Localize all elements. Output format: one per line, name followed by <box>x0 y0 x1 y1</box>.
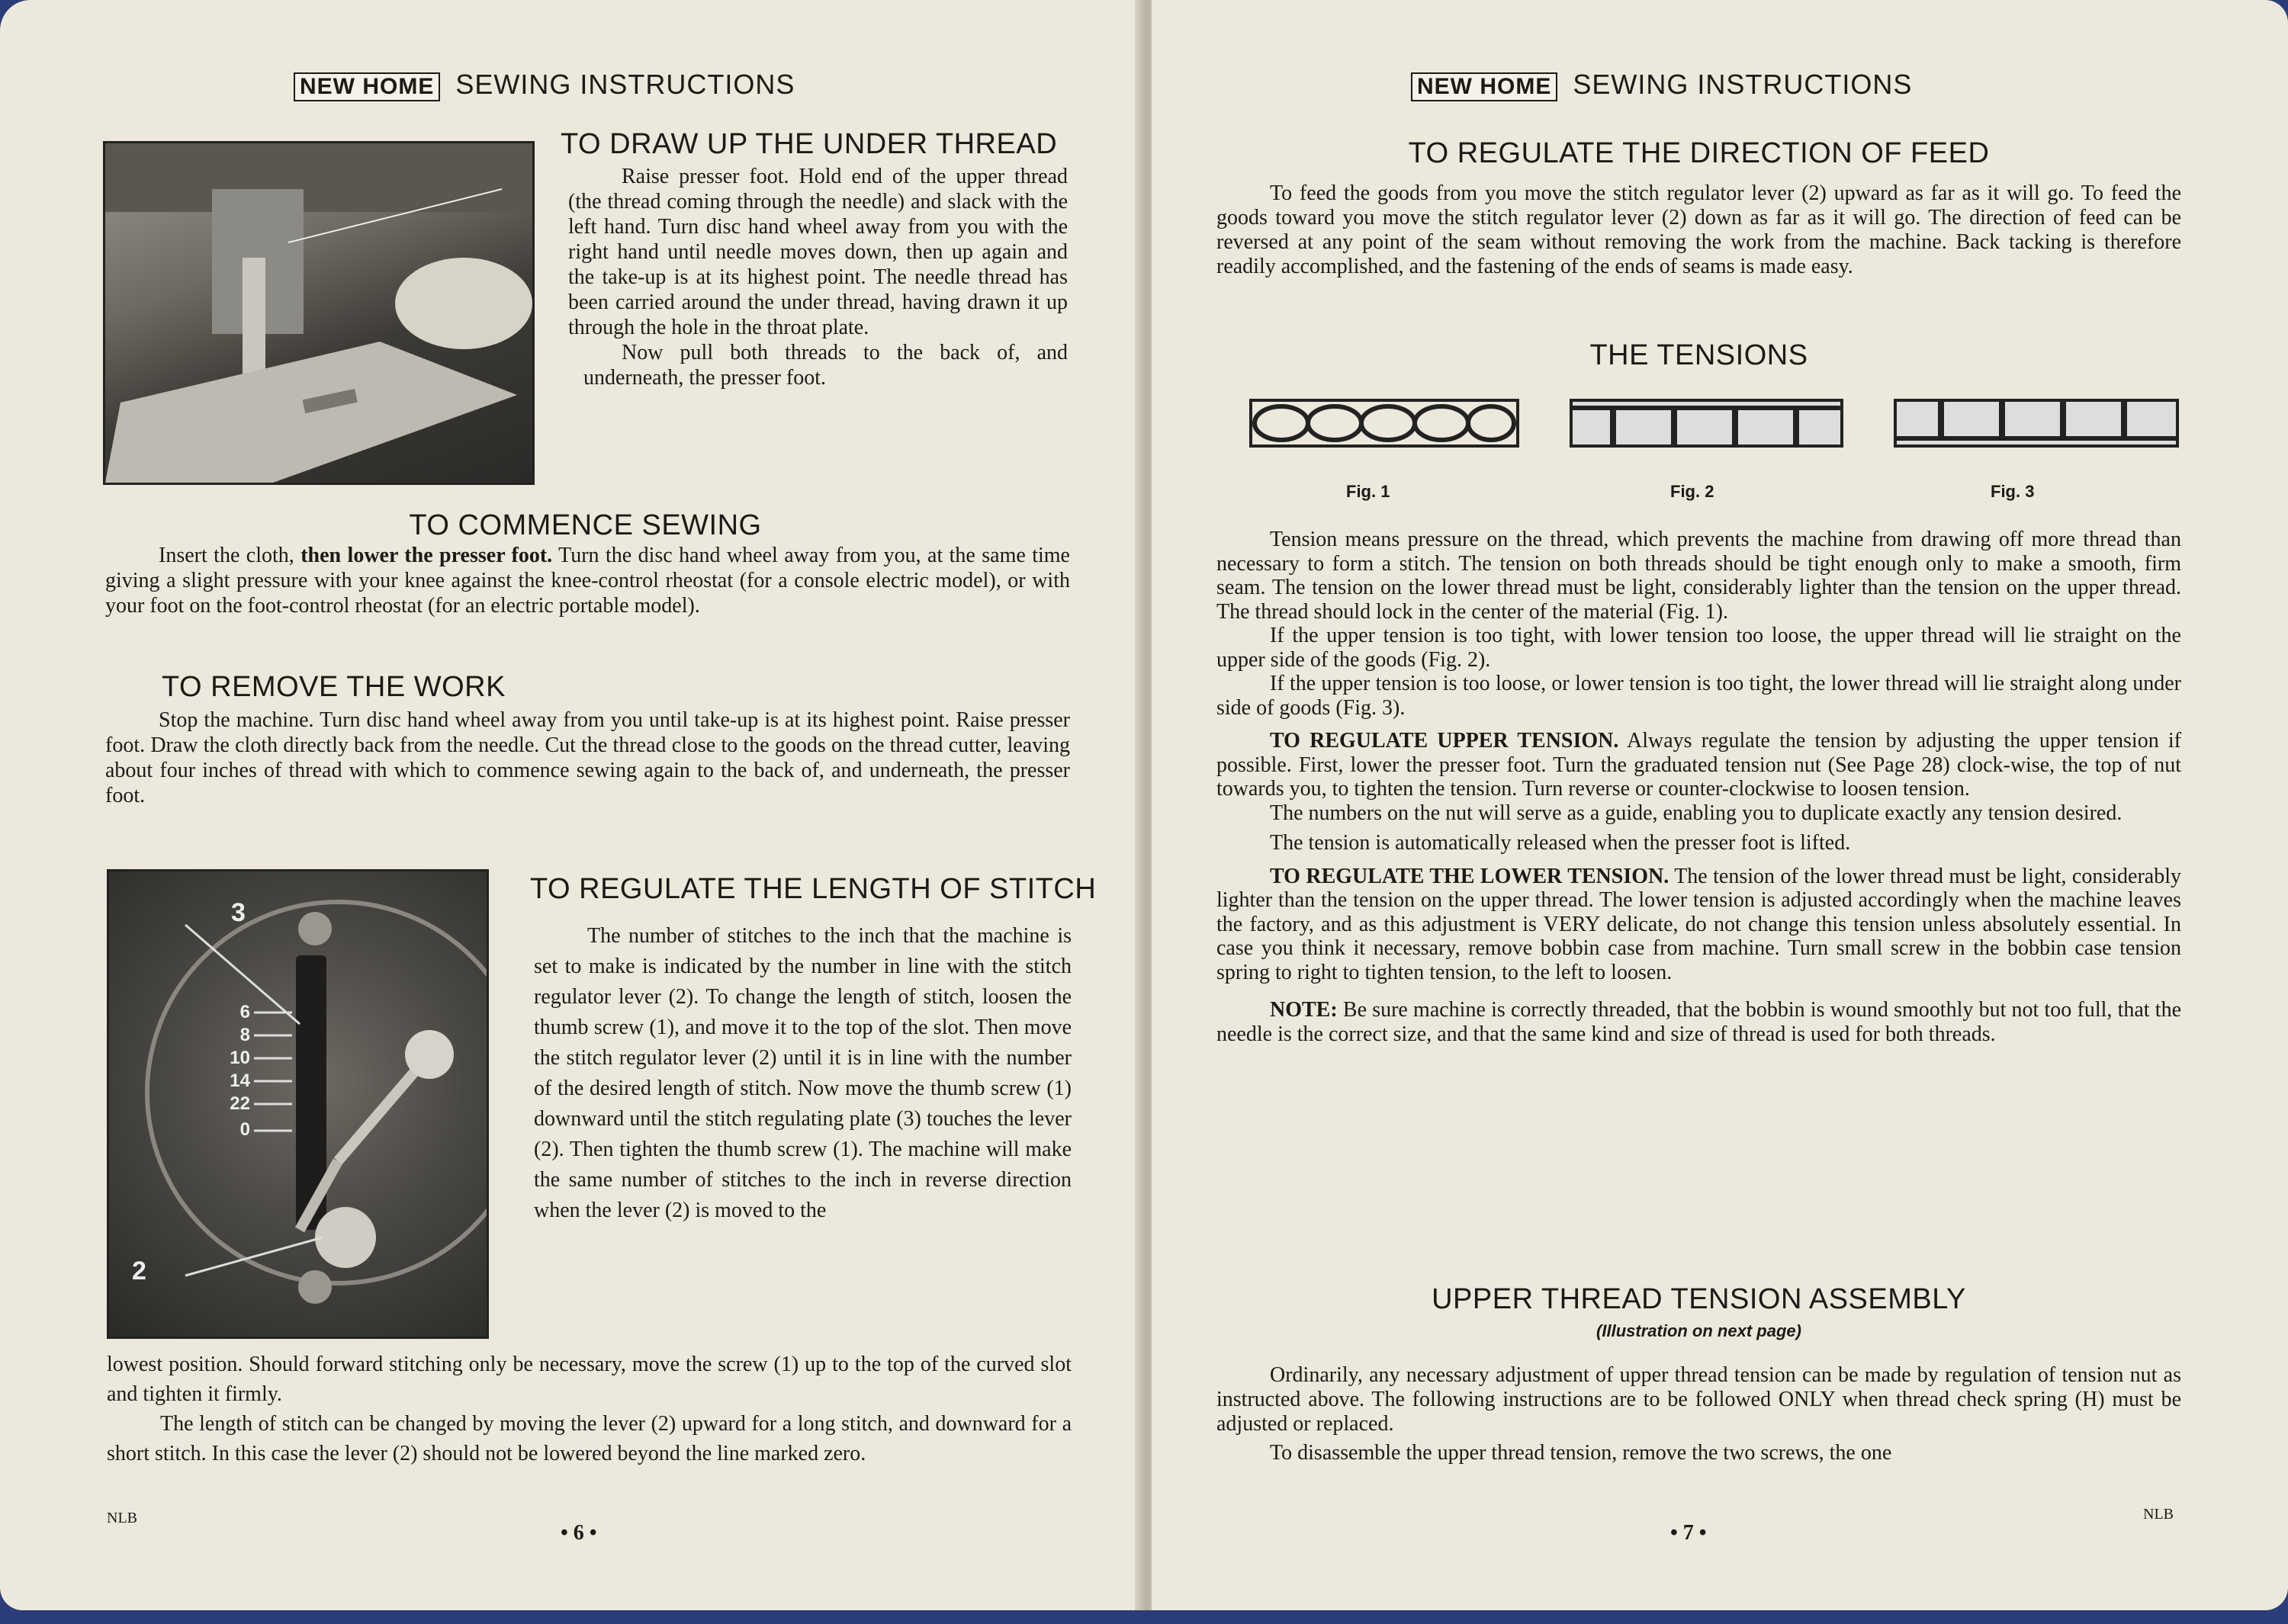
callout-2: 2 <box>132 1257 146 1285</box>
paragraph: Raise presser foot. Hold end of the upper thread (the thread coming through the needle) and slack with the left hand. Turn disc hand wheel away from you with the right hand until needle moves down, then up again and the take-up is at its highest point. The needle thread has been carried around the under thread, having drawn it up through the hole in the throat plate. <box>568 165 1068 339</box>
section-title-draw-under-thread: TO DRAW UP THE UNDER THREAD <box>561 128 1058 160</box>
fig-2-stitch <box>1571 400 1842 446</box>
bold-text: TO REGULATE UPPER TENSION. <box>1270 729 1619 753</box>
fig-1-caption: Fig. 1 <box>1346 482 1390 501</box>
paragraph: The tension is automatically released when the presser foot is lifted. <box>1270 831 1851 855</box>
fig-2-caption: Fig. 2 <box>1670 482 1714 501</box>
stitch-scale <box>220 1001 250 1141</box>
bold-text: then lower the presser foot. <box>300 544 553 567</box>
header-title: SEWING INSTRUCTIONS <box>1573 69 1913 100</box>
paragraph: Ordinarily, any necessary adjustment of upper thread tension can be made by regulation of tension nut as instructed above. The following instructions are to be followed ONLY when thread check spring (H) must be adjusted or replaced. <box>1216 1363 2181 1436</box>
under-thread-photo <box>103 141 535 485</box>
paragraph <box>105 543 1070 618</box>
paragraph: The numbers on the nut will serve as a guide, enabling you to duplicate exactly any tension desired. <box>1270 801 2123 825</box>
sewing-machine-illustration <box>105 143 532 483</box>
new-home-logo: NEW HOME <box>294 72 440 101</box>
paragraph: If the upper tension is too loose, or lower tension is too tight, the lower thread will lie straight along under side of goods (Fig. 3). <box>1216 672 2181 720</box>
callout-3: 3 <box>231 898 246 927</box>
paragraph: If the upper tension is too tight, with lower tension too loose, the upper thread will lie straight on the upper side of the goods (Fig. 2). <box>1216 624 2181 672</box>
footer-nlb: NLB <box>2143 1506 2174 1523</box>
section-body-length-of-stitch-a <box>534 921 1072 1226</box>
scale-label: 0 <box>239 1119 250 1140</box>
page-header-right <box>1411 69 1912 101</box>
scale-label: 14 <box>230 1070 250 1091</box>
tension-figures <box>1247 393 2181 454</box>
page-header-left <box>294 69 795 101</box>
left-page <box>0 0 1144 1610</box>
scale-label: 6 <box>239 1002 250 1022</box>
bold-text: TO REGULATE THE LOWER TENSION. <box>1270 864 1669 888</box>
section-body-direction-of-feed <box>1216 181 2181 279</box>
paragraph: Stop the machine. Turn disc hand wheel away from you until take-up is at its highest point. Raise presser foot. Draw the cloth directly back from the needle. Cut the thread close to the goods on the thread cutter, leaving about four inches of thread with which to commence sewing again to the back of, and underneath, the presser foot. <box>105 708 1070 807</box>
paragraph-note <box>1216 998 2181 1046</box>
section-body-remove-work <box>105 708 1070 808</box>
section-body-upper-thread-tension-assembly <box>1216 1363 2181 1465</box>
scale-label: 8 <box>239 1025 250 1045</box>
section-title-tensions: THE TENSIONS <box>1589 339 1808 371</box>
text: Always regulate the tension by adjusting the upper tension if possible. First, lower the presser foot. Turn the graduated tension nut (See Page 28) clock-wise, the top of nut towards you, to tighten the tension. Turn reverse or counter-clockwise to loosen tension. <box>1216 729 2181 801</box>
section-body-length-of-stitch-b <box>107 1350 1072 1468</box>
paragraph: lowest position. Should forward stitching only be necessary, move the screw (1) up to the top of the curved slot and tighten it firmly. <box>107 1353 1072 1406</box>
section-title-upper-thread-tension-assembly: UPPER THREAD TENSION ASSEMBLY <box>1432 1283 1966 1315</box>
text: Turn the disc hand wheel away from you, at the same time giving a slight pressure with your knee against the knee-control rheostat (for a console electric model), or with your foot on the foot-control rheostat (for an electric portable model). <box>105 544 1070 618</box>
text: The tension of the lower thread must be light, considerably lighter than the tension on the upper thread. The lower tension is adjusted accordingly when the machine leaves the factory, and as this adjustment is VERY delicate, do not change this tension unless absolutely essential. In case you think it necessary, remove bobbin case from machine. Turn small screw in the bobbin case tension spring to right to tighten tension, to the left to loosen. <box>1216 864 2181 984</box>
fig-1-stitch <box>1251 400 1518 446</box>
stitch-regulator-photo <box>107 869 489 1339</box>
paragraph: To disassemble the upper thread tension, remove the two screws, the one <box>1270 1441 1892 1465</box>
section-title-commence-sewing: TO COMMENCE SEWING <box>409 509 762 541</box>
stitch-regulator-dial <box>109 871 487 1337</box>
section-title-length-of-stitch: TO REGULATE THE LENGTH OF STITCH <box>530 873 1097 905</box>
paragraph: The number of stitches to the inch that the machine is set to make is indicated by the number in line with the stitch regulator lever (2). To change the length of stitch, loosen the thumb screw (1), and move it to the top of the slot. Then move the stitch regulator lever (2) until it is in line with the number of the desired length of stitch. Now move the thumb screw (1) downward until the stitch regulating plate (3) touches the lever (2). Then tighten the thumb screw (1). The machine will make the same number of stitches to the inch in reverse direction when the lever (2) is moved to the <box>534 924 1072 1222</box>
fig-3-stitch <box>1895 400 2177 446</box>
section-body-commence-sewing <box>105 543 1070 618</box>
text: Be sure machine is correctly threaded, that the bobbin is wound smoothly but not too full, that the needle is the correct size, and that the same kind and size of thread is used for both threads. <box>1216 998 2181 1046</box>
scale-label: 22 <box>230 1093 250 1114</box>
paragraph-upper-tension <box>1216 729 2181 801</box>
paragraph: Tension means pressure on the thread, which prevents the machine from drawing off more thread than necessary to form a stitch. The tension on both threads should be tight enough only to make a smooth, firm seam. The tension on the lower thread must be light, considerably lighter than the tension on the upper thread. The thread should lock in the center of the material (Fig. 1). <box>1216 528 2181 624</box>
page-number: • 6 • <box>561 1521 597 1545</box>
new-home-logo: NEW HOME <box>1411 72 1557 101</box>
fig-3-caption: Fig. 3 <box>1991 482 2035 501</box>
page-number: • 7 • <box>1670 1521 1707 1545</box>
section-title-remove-work: TO REMOVE THE WORK <box>162 671 506 703</box>
footer-nlb: NLB <box>107 1510 137 1526</box>
section-title-direction-of-feed: TO REGULATE THE DIRECTION OF FEED <box>1408 137 1990 169</box>
bold-text: NOTE: <box>1270 998 1338 1022</box>
paragraph: To feed the goods from you move the stitch regulator lever (2) upward as far as it will go. To feed the goods toward you move the stitch regulator lever (2) down as far as it will go. The direction of feed can be reversed at any point of the seam without removing the work from the machine. Back tacking is therefore readily accomplished, and the fastening of the ends of seams is made easy. <box>1216 181 2181 278</box>
scale-label: 10 <box>230 1048 250 1068</box>
illustration-note: (Illustration on next page) <box>1596 1321 1801 1340</box>
section-body-draw-under-thread <box>568 164 1068 390</box>
text: Insert the cloth, <box>159 544 294 567</box>
paragraph: Now pull both threads to the back of, and underneath, the presser foot. <box>583 341 1068 390</box>
paragraph: The length of stitch can be changed by moving the lever (2) upward for a long stitch, and downward for a short stitch. In this case the lever (2) should not be lowered beyond the line marked zero. <box>107 1412 1072 1465</box>
header-title: SEWING INSTRUCTIONS <box>455 69 795 100</box>
section-body-tensions <box>1216 528 2181 1046</box>
right-page <box>1152 0 2288 1610</box>
paragraph-lower-tension <box>1216 865 2181 985</box>
